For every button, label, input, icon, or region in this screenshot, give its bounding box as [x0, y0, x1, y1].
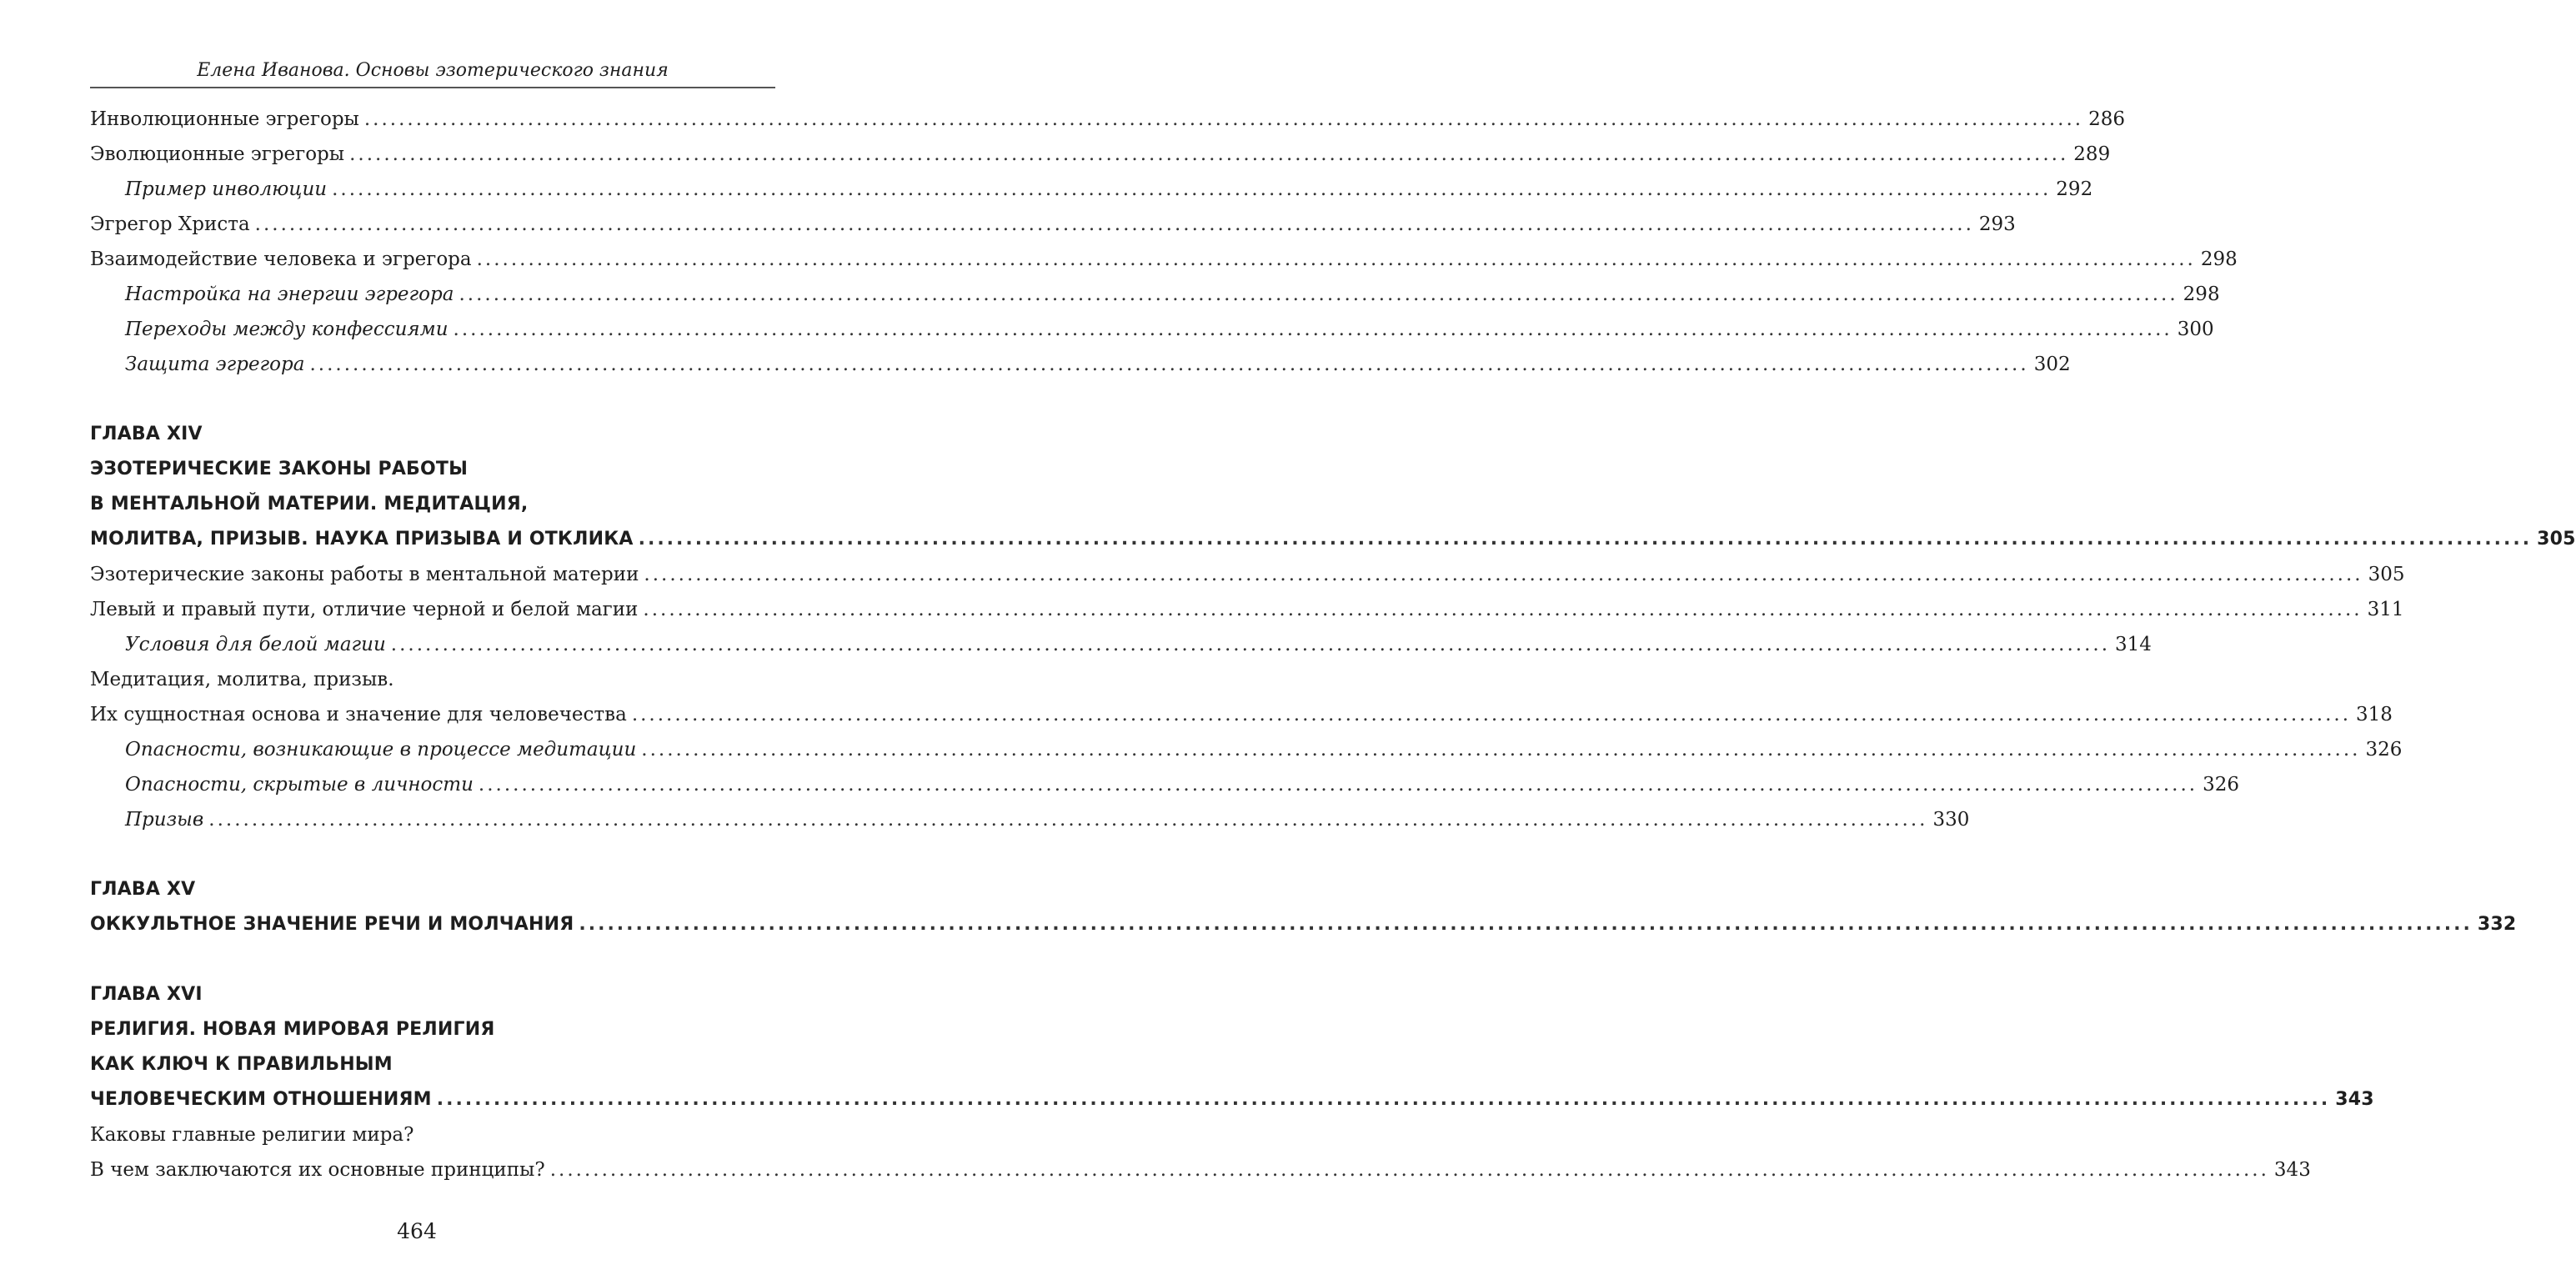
toc-entry-title: РЕЛИГИЯ. НОВАЯ МИРОВАЯ РЕЛИГИЯ: [90, 1019, 495, 1040]
toc-entry: [90, 1124, 764, 1152]
toc-entry-title: Эволюционные эгрегоры: [90, 143, 345, 165]
leader-dots: ........................................................................................................................................................................................................: [549, 1159, 2269, 1181]
toc-entry-page: 302: [2033, 354, 2071, 375]
toc-entry-page: 293: [1978, 213, 2016, 235]
toc-entry: [90, 248, 2238, 277]
leader-dots: ........................................................................................................................................................................................................: [453, 319, 2173, 340]
toc-entry: [90, 1159, 2311, 1187]
toc-entry-title: Защита эгрегора: [125, 354, 305, 375]
leader-dots: ........................................................................................................................................................................................................: [208, 809, 1928, 831]
toc-entry-title: В МЕНТАЛЬНОЙ МАТЕРИИ. МЕДИТАЦИЯ,: [90, 494, 529, 515]
toc-entry-title: Эзотерические законы работы в ментальной материи: [90, 564, 639, 585]
toc-entry-title: Переходы между конфессиями: [125, 319, 449, 340]
toc-subentry: [125, 284, 2220, 312]
toc-entry-page: 305: [2368, 564, 2405, 585]
chapter-title-line: [90, 1054, 764, 1082]
leader-dots: ........................................................................................................................................................................................................: [579, 914, 2473, 935]
leader-dots: ........................................................................................................................................................................................................: [638, 529, 2533, 550]
leader-dots: ........................................................................................................................................................................................................: [644, 564, 2363, 585]
leader-dots: ........................................................................................................................................................................................................: [390, 634, 2111, 655]
leader-dots: ........................................................................................................................................................................................................: [436, 1089, 2331, 1110]
toc-entry-title: Условия для белой магии: [125, 634, 386, 655]
chapter-title-line: [90, 1019, 764, 1047]
toc-entry-page: 332: [2477, 914, 2517, 935]
toc-entry-page: 326: [2365, 739, 2403, 760]
leader-dots: ........................................................................................................................................................................................................: [459, 284, 2178, 305]
leader-dots: ........................................................................................................................................................................................................: [476, 248, 2196, 270]
toc-subentry: [125, 178, 2093, 207]
toc-entry-title: Настройка на энергии эгрегора: [125, 284, 454, 305]
toc-subentry: [125, 809, 1970, 837]
toc-entry-title: ГЛАВА XIV: [90, 424, 203, 444]
toc-subentry: [125, 354, 2071, 382]
toc-entry-title: ЧЕЛОВЕЧЕСКИМ ОТНОШЕНИЯМ: [90, 1089, 432, 1110]
chapter-title-line: [90, 459, 764, 487]
toc-entry-title: Призыв: [125, 809, 204, 831]
toc-entry: [90, 564, 2405, 592]
chapter-label: [90, 424, 764, 452]
chapter-title-line: [90, 914, 2517, 942]
toc-entry-title: КАК КЛЮЧ К ПРАВИЛЬНЫМ: [90, 1054, 393, 1075]
leader-dots: ........................................................................................................................................................................................................: [631, 704, 2352, 725]
toc-entry-page: 314: [2115, 634, 2152, 655]
running-header: Елена Иванова. Основы эзотерического знания: [197, 60, 669, 81]
toc-entry: [90, 669, 764, 697]
toc-entry-page: 292: [2056, 178, 2093, 200]
toc-entry: [90, 143, 2111, 172]
toc-entry-page: 300: [2177, 319, 2214, 340]
toc-entry: [90, 213, 2016, 242]
page-number: 464: [397, 1219, 437, 1243]
toc-entry-title: Левый и правый пути, отличие черной и белой магии: [90, 599, 639, 620]
toc-entry: [90, 599, 2404, 627]
toc-subentry: [125, 739, 2403, 767]
toc-subentry: [125, 634, 2152, 662]
chapter-title-line: [90, 529, 2576, 557]
header-rule: [90, 87, 775, 88]
toc-entry-page: 311: [2367, 599, 2404, 620]
chapter-label: [90, 879, 764, 907]
leader-dots: ........................................................................................................................................................................................................: [332, 178, 2052, 200]
leader-dots: ........................................................................................................................................................................................................: [309, 354, 2029, 375]
toc-entry-page: 326: [2203, 774, 2240, 796]
toc-entry-page: 305: [2537, 529, 2576, 550]
leader-dots: ........................................................................................................................................................................................................: [478, 774, 2198, 796]
toc-entry-page: 343: [2273, 1159, 2311, 1181]
leader-dots: ........................................................................................................................................................................................................: [363, 108, 2084, 130]
toc-entry-title: МОЛИТВА, ПРИЗЫВ. НАУКА ПРИЗЫВА И ОТКЛИКА: [90, 529, 634, 550]
toc-entry-title: Пример инволюции: [125, 178, 328, 200]
toc-subentry: [125, 774, 2240, 802]
toc-entry: [90, 704, 2393, 732]
toc-entry-title: Их сущностная основа и значение для человечества: [90, 704, 627, 725]
toc-entry-page: 298: [2183, 284, 2220, 305]
toc-entry-page: 343: [2335, 1089, 2374, 1110]
toc-entry-title: Эгрегор Христа: [90, 213, 250, 235]
chapter-title-line: [90, 494, 764, 522]
toc-entry-page: 318: [2356, 704, 2393, 725]
chapter-title-line: [90, 1089, 2374, 1117]
toc-entry-title: Опасности, скрытые в личности: [125, 774, 474, 796]
toc-entry-title: Опасности, возникающие в процессе медитации: [125, 739, 637, 760]
toc-entry-page: 298: [2200, 248, 2238, 270]
toc-entry-title: Медитация, молитва, призыв.: [90, 669, 394, 690]
toc-subentry: [125, 319, 2214, 347]
toc-entry-title: ОККУЛЬТНОЕ ЗНАЧЕНИЕ РЕЧИ И МОЛЧАНИЯ: [90, 914, 574, 935]
toc-entry: [90, 108, 2125, 137]
leader-dots: ........................................................................................................................................................................................................: [254, 213, 1974, 235]
leader-dots: ........................................................................................................................................................................................................: [641, 739, 2361, 760]
toc-entry-title: Каковы главные религии мира?: [90, 1124, 414, 1146]
chapter-label: [90, 984, 764, 1012]
toc-entry-page: 286: [2088, 108, 2125, 130]
toc-entry-page: 289: [2073, 143, 2111, 165]
leader-dots: ........................................................................................................................................................................................................: [643, 599, 2363, 620]
toc-entry-title: В чем заключаются их основные принципы?: [90, 1159, 545, 1181]
toc-entry-title: Инволюционные эгрегоры: [90, 108, 359, 130]
toc-entry-title: ГЛАВА XVI: [90, 984, 203, 1005]
leader-dots: ........................................................................................................................................................................................................: [349, 143, 2069, 165]
toc-entry-page: 330: [1932, 809, 1970, 831]
toc-entry-title: ГЛАВА XV: [90, 879, 196, 900]
toc-entry-title: ЭЗОТЕРИЧЕСКИЕ ЗАКОНЫ РАБОТЫ: [90, 459, 469, 479]
toc-entry-title: Взаимодействие человека и эгрегора: [90, 248, 472, 270]
